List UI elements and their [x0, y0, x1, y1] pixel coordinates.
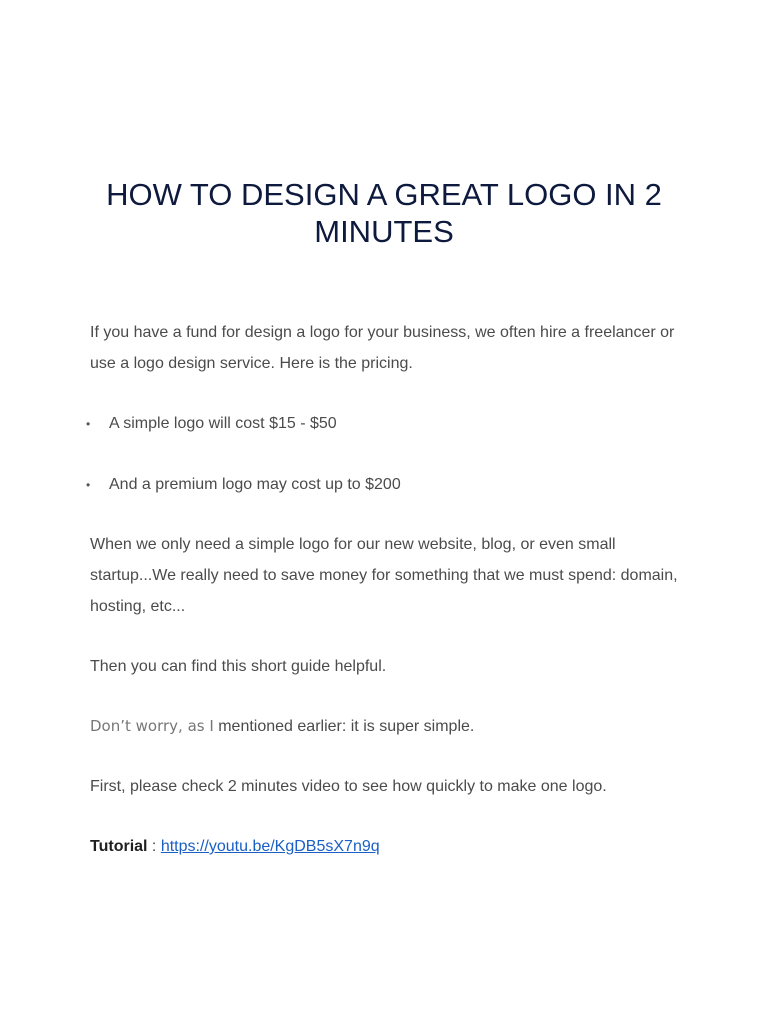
list-item — [86, 408, 337, 440]
document-title: HOW TO DESIGN A GREAT LOGO IN 2 MINUTES — [106, 177, 662, 249]
body-text-light: Don’t worry, as I — [90, 717, 214, 735]
bullet-icon: • — [86, 417, 91, 431]
tutorial-separator: : — [147, 838, 161, 855]
list-item-text: And a premium logo may cost up to $200 — [109, 476, 401, 493]
body-text: mentioned earlier: it is super simple. — [213, 718, 475, 735]
tutorial-line — [90, 831, 690, 862]
list-item — [86, 469, 401, 501]
body-paragraph: When we only need a simple logo for our new website, blog, or even small startup...We really need to save money for something that we must spend: domain, hosting, etc... — [90, 536, 678, 615]
tutorial-link[interactable]: https://youtu.be/KgDB5sX7n9q — [160, 838, 380, 855]
body-paragraph: First, please check 2 minutes video to see how quickly to make one logo. — [90, 778, 607, 795]
list-item-text: A simple logo will cost $15 - $50 — [109, 415, 337, 432]
tutorial-label: Tutorial — [90, 838, 148, 855]
intro-paragraph: If you have a fund for design a logo for your business, we often hire a freelancer or use a logo design service. Here is the pricing. — [90, 324, 675, 372]
body-paragraph — [90, 711, 690, 742]
bullet-icon: • — [86, 478, 91, 492]
body-paragraph: Then you can find this short guide helpful. — [90, 658, 387, 675]
